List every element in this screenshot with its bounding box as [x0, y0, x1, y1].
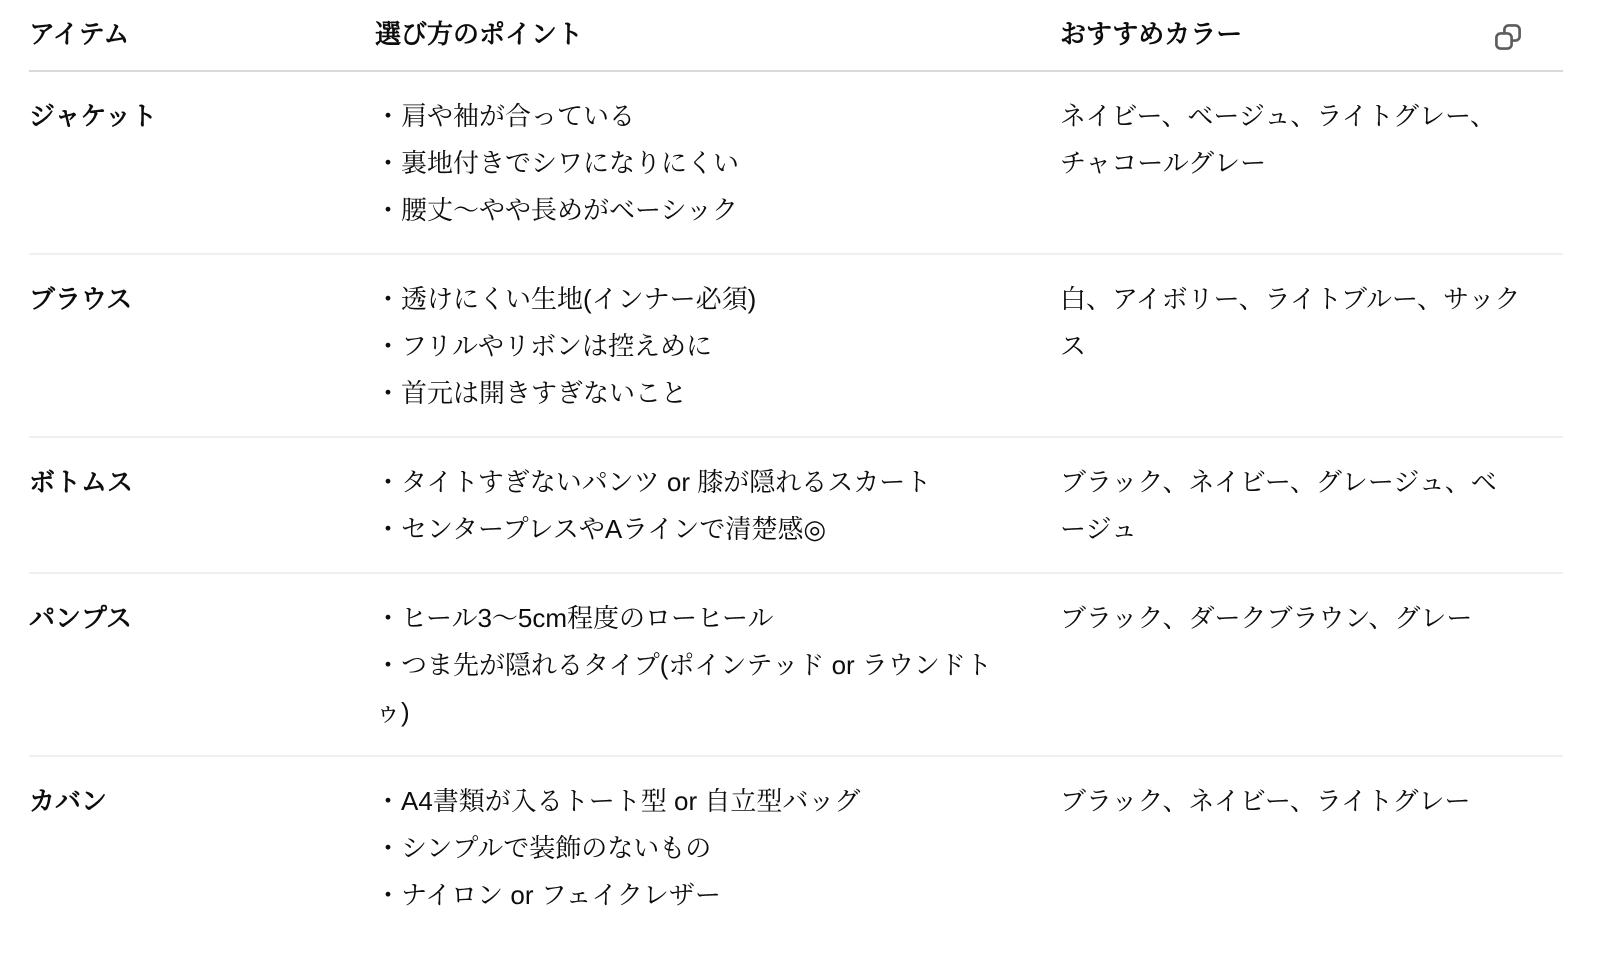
colors-cell: ブラック、ネイビー、グレージュ、ベージュ — [1060, 467, 1497, 544]
header-row — [29, 0, 1563, 71]
colors-cell: ブラック、ダークブラウン、グレー — [1060, 603, 1473, 633]
item-name: パンプス — [29, 603, 132, 633]
colors-cell: 白、アイボリー、ライトブルー、サックス — [1060, 284, 1521, 361]
recommendation-table — [29, 0, 1563, 938]
points-cell — [375, 254, 1060, 437]
table-row-blouse — [29, 254, 1563, 437]
bullet-line: ・腰丈〜やや長めがベーシック — [375, 195, 738, 225]
table-row-pumps — [29, 573, 1563, 756]
item-name: カバン — [29, 786, 108, 816]
table-row-bag — [29, 756, 1563, 938]
column-header-item: アイテム — [29, 0, 375, 71]
bullet-line: ・裏地付きでシワになりにくい — [375, 148, 740, 178]
points-cell — [375, 756, 1060, 938]
bullet-line: ・透けにくい生地(インナー必須) — [375, 284, 757, 314]
bullet-line: ・センタープレスやAラインで清楚感◎ — [375, 514, 827, 544]
bullet-line: ・肩や袖が合っている — [375, 101, 636, 131]
table-row-jacket — [29, 71, 1563, 254]
copy-icon — [1492, 21, 1524, 53]
bullet-line: ・ヒール3〜5cm程度のローヒール — [375, 603, 774, 633]
bullet-line: ・フリルやリボンは控えめに — [375, 331, 712, 361]
bullet-line: ・ナイロン or フェイクレザー — [375, 880, 721, 910]
colors-cell: ネイビー、ベージュ、ライトグレー、チャコールグレー — [1060, 101, 1497, 178]
bullet-line: ・つま先が隠れるタイプ(ポインテッド or ラウンドトゥ) — [375, 650, 992, 727]
points-cell — [375, 573, 1060, 756]
column-header-points: 選び方のポイント — [375, 0, 1060, 71]
column-header-colors: おすすめカラー — [1060, 0, 1563, 71]
bullet-line: ・首元は開きすぎないこと — [375, 378, 688, 408]
item-name: ボトムス — [29, 467, 134, 497]
item-name: ジャケット — [29, 101, 158, 131]
item-name: ブラウス — [29, 284, 133, 314]
copy-table-button[interactable] — [1489, 18, 1527, 56]
points-cell — [375, 437, 1060, 573]
colors-cell: ブラック、ネイビー、ライトグレー — [1060, 786, 1471, 816]
bullet-line: ・A4書類が入るトート型 or 自立型バッグ — [375, 786, 861, 816]
bullet-line: ・シンプルで装飾のないもの — [375, 833, 712, 863]
bullet-line: ・タイトすぎないパンツ or 膝が隠れるスカート — [375, 467, 932, 497]
points-cell — [375, 71, 1060, 254]
table-row-bottoms — [29, 437, 1563, 573]
